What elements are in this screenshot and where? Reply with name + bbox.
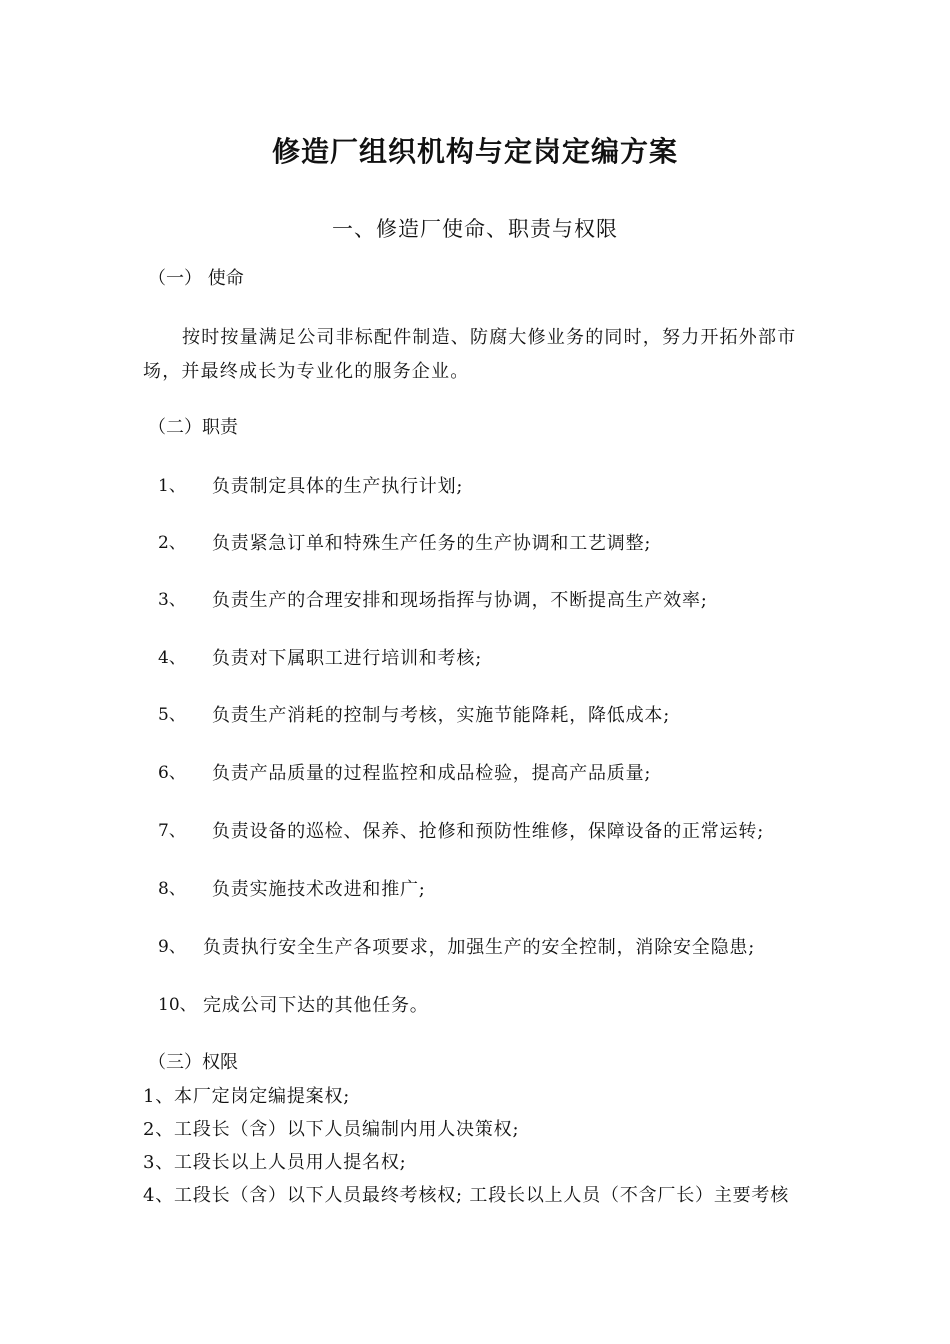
mission-paragraph-line-2: 场，并最终成长为专业化的服务企业。 [143, 361, 470, 382]
duty-number: 2、 [158, 533, 186, 553]
duty-number: 10、 [158, 995, 197, 1015]
duty-text: 负责紧急订单和特殊生产任务的生产协调和工艺调整; [212, 533, 652, 554]
duty-text: 负责对下属职工进行培训和考核; [212, 648, 483, 669]
duty-number: 7、 [158, 821, 186, 841]
authority-item: 1、本厂定岗定编提案权; [143, 1086, 351, 1107]
mission-heading: （一） 使命 [148, 268, 244, 289]
duties-heading: （二）职责 [148, 417, 238, 438]
authority-item: 3、工段长以上人员用人提名权; [143, 1152, 407, 1173]
duty-text: 负责设备的巡检、保养、抢修和预防性维修，保障设备的正常运转; [212, 821, 765, 842]
authority-item: 2、工段长（含）以下人员编制内用人决策权; [143, 1119, 520, 1140]
authority-item: 4、工段长（含）以下人员最终考核权; 工段长以上人员（不含厂长）主要考核 [143, 1185, 790, 1206]
document-title: 修造厂组织机构与定岗定编方案 [271, 135, 678, 168]
duty-number: 8、 [158, 879, 186, 899]
duty-text: 负责执行安全生产各项要求，加强生产的安全控制，消除安全隐患; [203, 937, 756, 958]
duty-text: 完成公司下达的其他任务。 [203, 995, 429, 1016]
duty-number: 1、 [158, 476, 186, 496]
duty-text: 负责生产消耗的控制与考核，实施节能降耗，降低成本; [212, 705, 671, 726]
duty-number: 5、 [158, 705, 186, 725]
duty-text: 负责实施技术改进和推广; [212, 879, 426, 900]
duty-number: 4、 [158, 648, 186, 668]
duty-number: 6、 [158, 763, 186, 783]
duty-text: 负责制定具体的生产执行计划; [212, 476, 464, 497]
section-title: 一、修造厂使命、职责与权限 [332, 217, 618, 241]
duty-text: 负责产品质量的过程监控和成品检验，提高产品质量; [212, 763, 652, 784]
authority-heading: （三）权限 [148, 1052, 238, 1073]
duty-text: 负责生产的合理安排和现场指挥与协调，不断提高生产效率; [212, 590, 708, 611]
mission-paragraph-line-1: 按时按量满足公司非标配件制造、防腐大修业务的同时，努力开拓外部市 [182, 327, 797, 348]
duty-number: 9、 [158, 937, 186, 957]
duty-number: 3、 [158, 590, 186, 610]
